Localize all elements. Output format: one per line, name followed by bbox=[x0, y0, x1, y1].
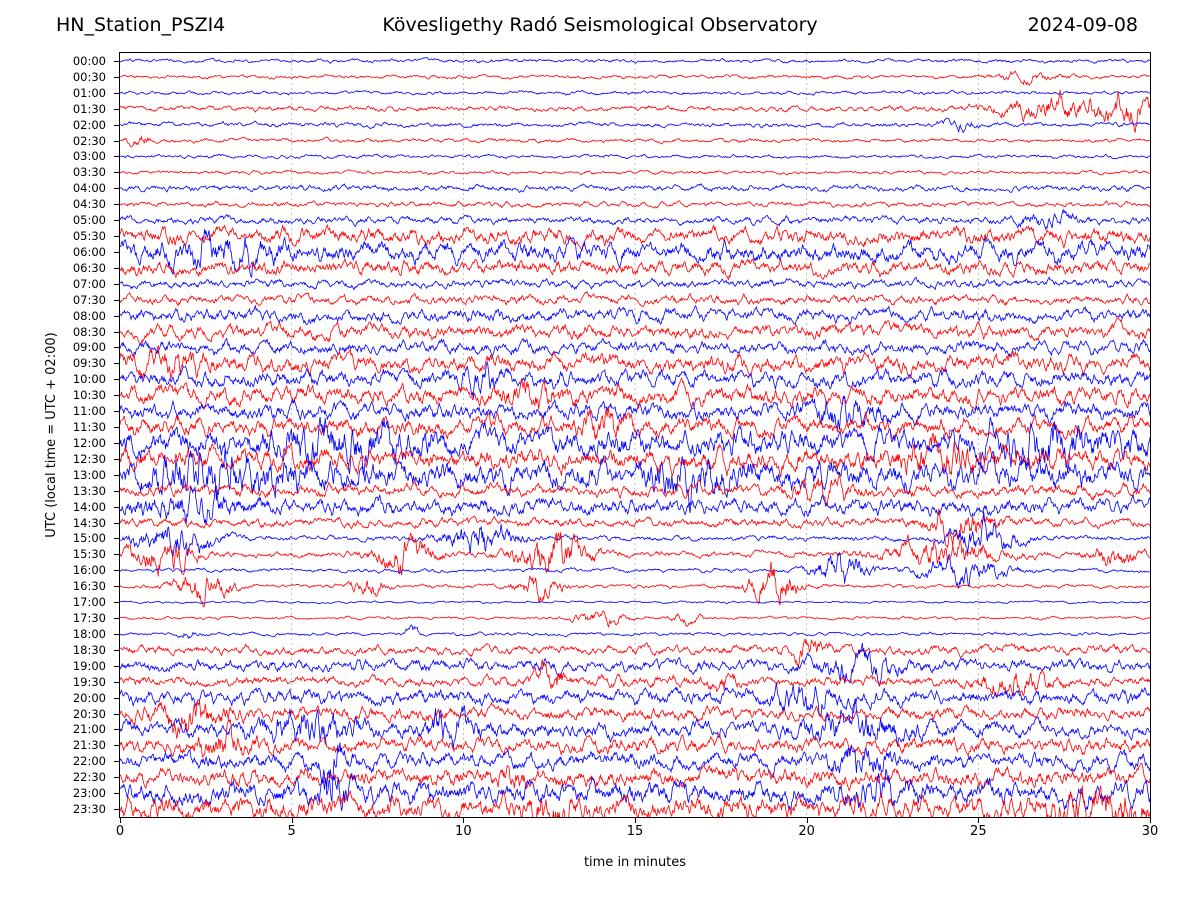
y-tick-label: 04:00 bbox=[72, 181, 106, 196]
y-tick-label: 07:00 bbox=[72, 276, 106, 291]
y-tick-label: 03:00 bbox=[72, 149, 106, 164]
y-tick-label: 02:30 bbox=[72, 133, 106, 148]
x-tick-mark bbox=[1150, 818, 1151, 823]
trace-2230 bbox=[120, 764, 1150, 791]
y-tick-label: 11:30 bbox=[72, 420, 106, 435]
y-tick-label: 09:00 bbox=[72, 340, 106, 355]
x-tick-mark bbox=[463, 818, 464, 823]
y-tick-label: 11:00 bbox=[72, 404, 106, 419]
y-tick-label: 12:30 bbox=[72, 451, 106, 466]
y-tick-label: 07:30 bbox=[72, 292, 106, 307]
x-tick-label: 20 bbox=[798, 824, 815, 839]
trace-0200 bbox=[120, 118, 1150, 132]
y-tick-label: 14:30 bbox=[72, 515, 106, 530]
x-tick-label: 15 bbox=[626, 824, 644, 839]
y-tick-label: 08:00 bbox=[72, 308, 106, 323]
y-tick-label: 17:00 bbox=[72, 595, 106, 610]
y-tick-label: 03:30 bbox=[72, 165, 106, 180]
trace-1800 bbox=[120, 625, 1150, 638]
x-axis-label: time in minutes bbox=[583, 855, 687, 870]
y-tick-label: 19:30 bbox=[72, 674, 106, 689]
y-tick-label: 19:00 bbox=[72, 658, 106, 673]
y-tick-label: 00:30 bbox=[72, 69, 106, 84]
trace-0830 bbox=[120, 318, 1150, 345]
y-tick-label: 21:30 bbox=[72, 738, 106, 753]
y-tick-label: 13:30 bbox=[72, 483, 106, 498]
y-tick-label: 15:30 bbox=[72, 547, 106, 562]
x-tick-label: 10 bbox=[455, 824, 472, 839]
x-tick-mark bbox=[292, 818, 293, 823]
y-tick-label: 06:00 bbox=[72, 244, 106, 259]
helicorder-plot[interactable] bbox=[119, 52, 1151, 818]
y-tick-label: 05:30 bbox=[72, 229, 106, 244]
y-tick-label: 20:00 bbox=[72, 690, 106, 705]
y-tick-label: 18:30 bbox=[72, 642, 106, 657]
y-tick-label: 22:00 bbox=[72, 754, 106, 769]
x-tick-label: 0 bbox=[115, 824, 125, 839]
x-tick-mark bbox=[978, 818, 979, 823]
y-tick-label: 23:30 bbox=[72, 802, 106, 817]
y-tick-label: 04:30 bbox=[72, 197, 106, 212]
y-tick-label: 05:00 bbox=[72, 213, 106, 228]
y-tick-label: 14:00 bbox=[72, 499, 106, 514]
date-label: 2024-09-08 bbox=[1027, 14, 1138, 36]
y-tick-label: 15:00 bbox=[72, 531, 106, 546]
x-tick-mark bbox=[120, 818, 121, 823]
y-tick-label: 16:30 bbox=[72, 579, 106, 594]
y-tick-label: 02:00 bbox=[72, 117, 106, 132]
trace-0130 bbox=[120, 90, 1150, 132]
y-tick-label: 21:00 bbox=[72, 722, 106, 737]
seismogram-traces bbox=[120, 53, 1150, 817]
observatory-title: Kövesligethy Radó Seismological Observatory bbox=[382, 14, 818, 36]
y-tick-label: 01:00 bbox=[72, 85, 106, 100]
y-tick-label: 16:00 bbox=[72, 563, 106, 578]
y-axis-label: UTC (local time = UTC + 02:00) bbox=[44, 332, 59, 538]
y-tick-label: 18:00 bbox=[72, 626, 106, 641]
y-tick-label: 06:30 bbox=[72, 260, 106, 275]
y-tick-label: 22:30 bbox=[72, 770, 106, 785]
y-tick-label: 20:30 bbox=[72, 706, 106, 721]
x-tick-label: 25 bbox=[970, 824, 987, 839]
y-tick-label: 10:00 bbox=[72, 372, 106, 387]
y-tick-label: 17:30 bbox=[72, 611, 106, 626]
y-tick-label: 01:30 bbox=[72, 101, 106, 116]
y-tick-label: 13:00 bbox=[72, 467, 106, 482]
station-title: HN_Station_PSZI4 bbox=[56, 14, 226, 36]
x-tick-label: 5 bbox=[287, 824, 296, 839]
y-tick-label: 08:30 bbox=[72, 324, 106, 339]
y-tick-label: 00:00 bbox=[72, 53, 106, 68]
y-tick-label: 09:30 bbox=[72, 356, 106, 371]
x-tick-mark bbox=[635, 818, 636, 823]
y-tick-label: 12:00 bbox=[72, 435, 106, 450]
trace-1000 bbox=[120, 362, 1150, 398]
x-tick-label: 30 bbox=[1141, 824, 1159, 839]
trace-2330 bbox=[120, 786, 1150, 817]
x-tick-mark bbox=[807, 818, 808, 823]
y-tick-label: 10:30 bbox=[72, 388, 106, 403]
y-tick-label: 23:00 bbox=[72, 786, 106, 801]
